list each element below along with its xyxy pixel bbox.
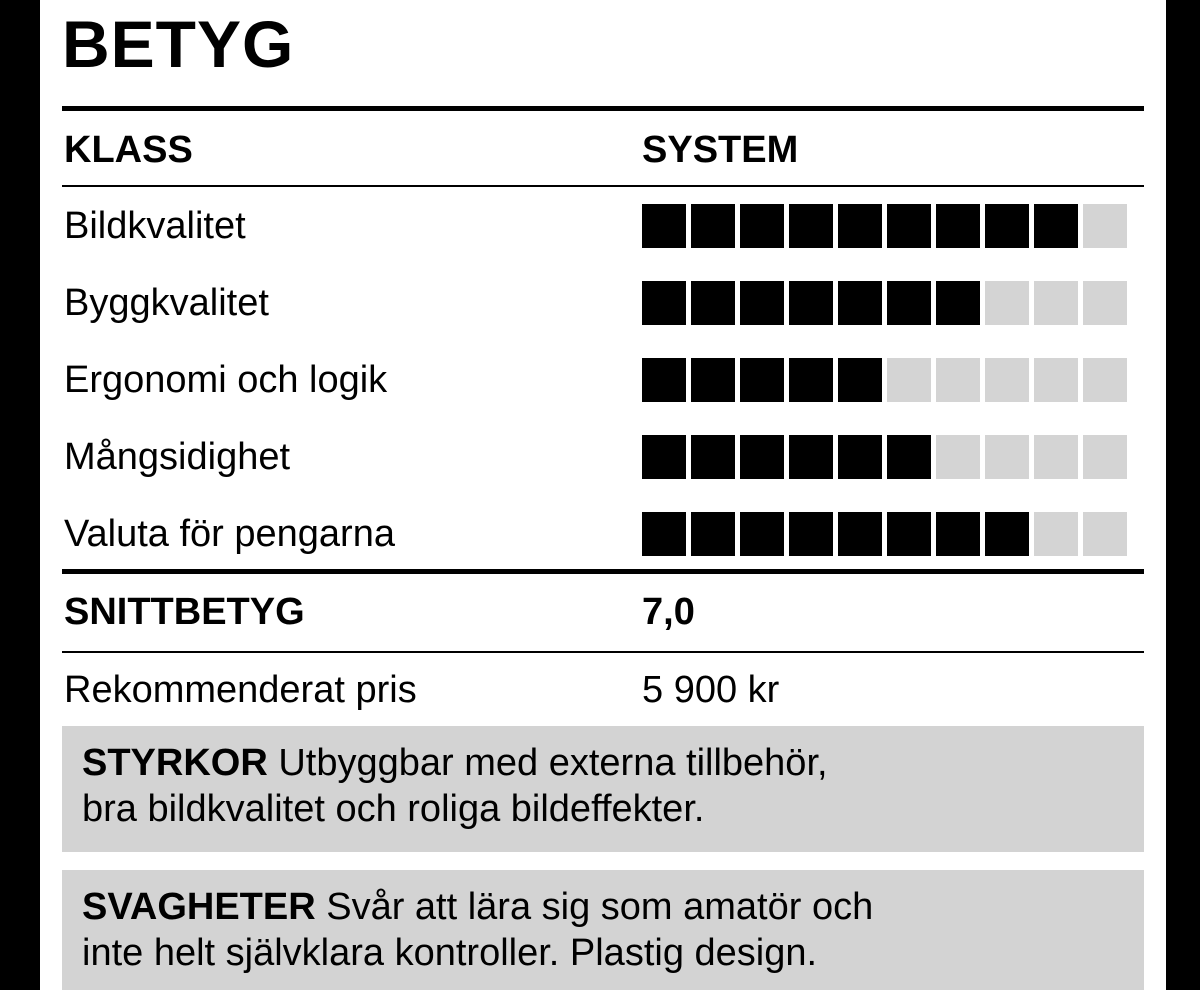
rating-segment-empty [1083, 512, 1127, 556]
rating-segment-empty [887, 358, 931, 402]
divider [62, 569, 1144, 574]
rating-segment-filled [887, 435, 931, 479]
right-border [1166, 0, 1200, 990]
rating-segment-filled [740, 512, 784, 556]
header-row [62, 118, 1144, 182]
rating-segment-empty [985, 358, 1029, 402]
rating-segment-filled [642, 358, 686, 402]
rating-segment-empty [1034, 358, 1078, 402]
rating-segment-filled [838, 204, 882, 248]
rating-segment-filled [838, 358, 882, 402]
average-row [62, 580, 1144, 644]
rating-segment-filled [887, 512, 931, 556]
rating-label: Bildkvalitet [64, 205, 246, 247]
rating-segment-filled [740, 358, 784, 402]
rating-segment-empty [1034, 281, 1078, 325]
rating-segment-filled [838, 512, 882, 556]
rating-row [62, 194, 1144, 258]
weaknesses-line-1 [82, 884, 1124, 930]
price-row [62, 658, 1144, 722]
rating-segment-filled [789, 281, 833, 325]
rating-segment-filled [740, 435, 784, 479]
rating-segment-filled [789, 358, 833, 402]
rating-segment-filled [985, 204, 1029, 248]
strengths-text: Utbyggbar med externa tillbehör, [278, 742, 828, 784]
rating-bar [642, 204, 1132, 248]
price-value: 5 900 kr [642, 669, 780, 711]
rating-segment-empty [1034, 512, 1078, 556]
rating-segment-empty [1034, 435, 1078, 479]
rating-segment-filled [691, 281, 735, 325]
divider [62, 185, 1144, 187]
weaknesses-text: Svår att lära sig som amatör och [326, 886, 874, 928]
weaknesses-keyword: SVAGHETER [82, 886, 316, 928]
rating-row [62, 271, 1144, 335]
rating-label: Ergonomi och logik [64, 359, 388, 401]
rating-segment-empty [985, 435, 1029, 479]
rating-bar [642, 358, 1132, 402]
weaknesses-box [62, 870, 1144, 990]
strengths-line-1 [82, 740, 1124, 786]
rating-segment-filled [642, 204, 686, 248]
divider [62, 651, 1144, 653]
rating-segment-empty [936, 358, 980, 402]
rating-segment-filled [691, 358, 735, 402]
klass-header: KLASS [64, 129, 193, 171]
rating-segment-filled [887, 281, 931, 325]
rating-segment-filled [985, 512, 1029, 556]
rating-segment-filled [1034, 204, 1078, 248]
divider [62, 106, 1144, 111]
rating-segment-empty [1083, 358, 1127, 402]
rating-segment-filled [642, 512, 686, 556]
rating-segment-filled [691, 435, 735, 479]
rating-segment-filled [789, 435, 833, 479]
rating-bar [642, 281, 1132, 325]
rating-segment-filled [936, 204, 980, 248]
rating-label: Mångsidighet [64, 436, 291, 478]
rating-panel [62, 0, 1144, 990]
rating-segment-empty [1083, 435, 1127, 479]
rating-segment-filled [887, 204, 931, 248]
rating-segment-filled [936, 512, 980, 556]
average-label: SNITTBETYG [64, 591, 305, 633]
strengths-text-2: bra bildkvalitet och roliga bildeffekter. [82, 788, 705, 830]
rating-label: Valuta för pengarna [64, 513, 395, 555]
rating-segment-empty [936, 435, 980, 479]
system-header: SYSTEM [642, 129, 799, 171]
rating-row [62, 425, 1144, 489]
rating-segment-filled [789, 204, 833, 248]
rating-segment-filled [642, 435, 686, 479]
strengths-keyword: STYRKOR [82, 742, 268, 784]
rating-segment-filled [691, 512, 735, 556]
rating-segment-empty [1083, 281, 1127, 325]
rating-segment-filled [838, 435, 882, 479]
weaknesses-text-2: inte helt självklara kontroller. Plastig design. [82, 932, 818, 974]
rating-segment-filled [740, 281, 784, 325]
rating-row [62, 502, 1144, 566]
rating-segment-filled [691, 204, 735, 248]
rating-row [62, 348, 1144, 412]
rating-bar [642, 435, 1132, 479]
average-value: 7,0 [642, 591, 695, 633]
rating-segment-filled [936, 281, 980, 325]
rating-segment-empty [1083, 204, 1127, 248]
rating-segment-filled [642, 281, 686, 325]
page-title: BETYG [62, 7, 295, 81]
price-label: Rekommenderat pris [64, 669, 417, 711]
rating-segment-filled [740, 204, 784, 248]
rating-bar [642, 512, 1132, 556]
rating-segment-filled [838, 281, 882, 325]
left-border [0, 0, 40, 990]
strengths-box [62, 726, 1144, 852]
rating-segment-empty [985, 281, 1029, 325]
rating-segment-filled [789, 512, 833, 556]
rating-label: Byggkvalitet [64, 282, 269, 324]
